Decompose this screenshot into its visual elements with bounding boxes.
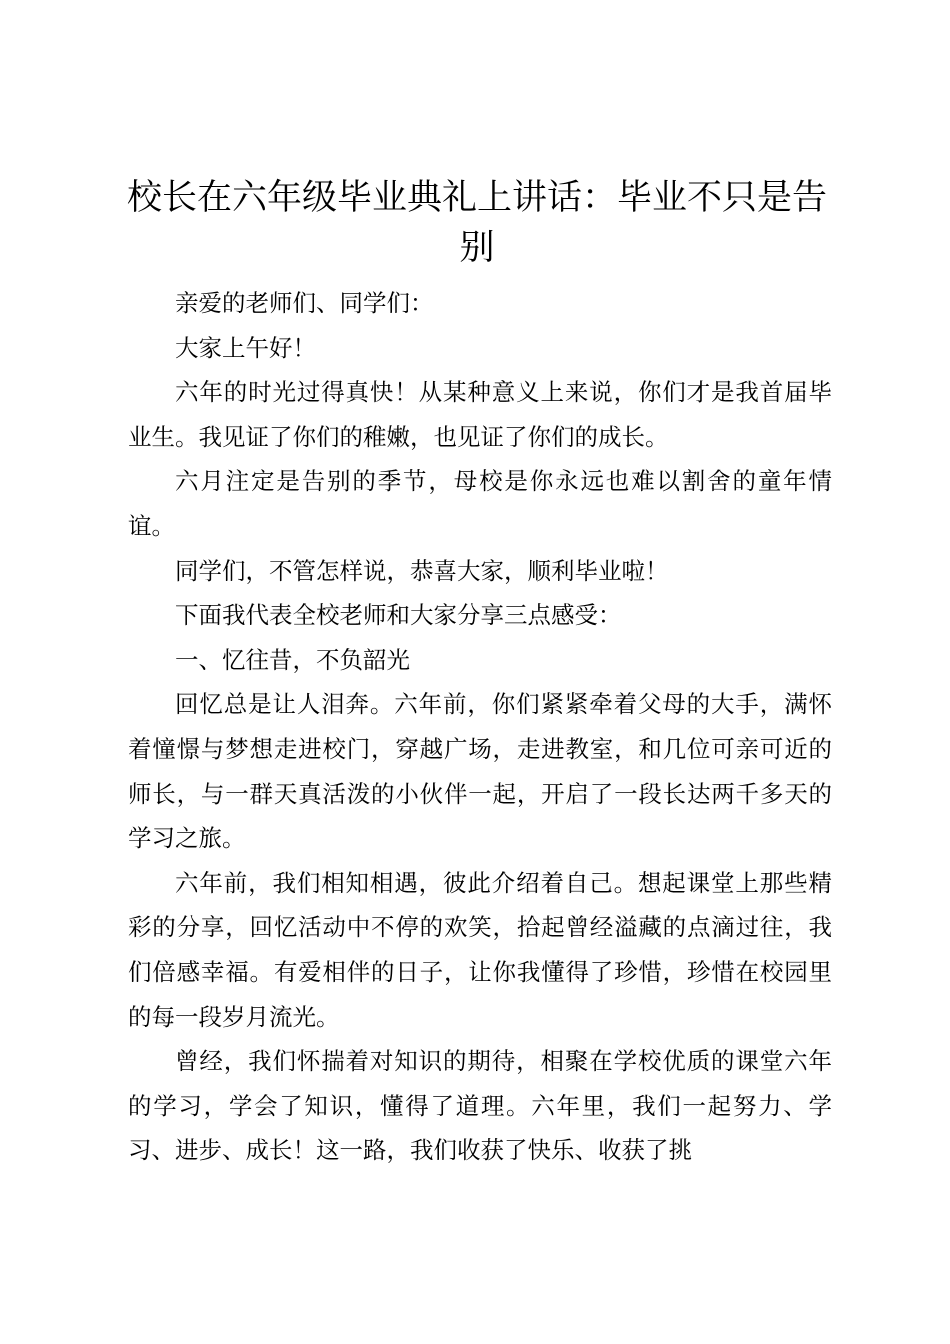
paragraph: 同学们，不管怎样说，恭喜大家，顺利毕业啦！: [175, 556, 669, 585]
paragraph: 回忆总是让人泪奔。六年前，你们紧紧牵着父母的大手，满怀着憧憬与梦想走进校门，穿越广场，走进教室，和几位可亲可近的师长，与一群天真活泼的小伙伴一起，开启了一段长达两千多天的学习之旅。: [128, 690, 832, 853]
paragraph-greeting: 亲爱的老师们、同学们：: [175, 289, 434, 317]
paragraph-good-morning: 大家上午好！: [175, 333, 316, 362]
section-heading: 一、忆往昔，不负韶光: [175, 645, 410, 674]
document-title: 校长在六年级毕业典礼上讲话：毕业不只是告别: [126, 178, 827, 268]
paragraph: 六年的时光过得真快！从某种意义上来说，你们才是我首届毕业生。我见证了你们的稚嫩，也见证了你们的成长。: [128, 378, 832, 451]
paragraph: 下面我代表全校老师和大家分享三点感受：: [175, 601, 622, 630]
paragraph: 六月注定是告别的季节，母校是你永远也难以割舍的童年情谊。: [128, 467, 832, 540]
document-body: [128, 281, 832, 1173]
paragraph: 六年前，我们相知相遇，彼此介绍着自己。想起课堂上那些精彩的分享，回忆活动中不停的欢笑，拾起曾经溢藏的点滴过往，我们倍感幸福。有爱相伴的日子，让你我懂得了珍惜，珍惜在校园里的每一段岁月流光。: [128, 868, 832, 1031]
paragraph: 曾经，我们怀揣着对知识的期待，相聚在学校优质的课堂六年的学习，学会了知识，懂得了道理。六年里，我们一起努力、学习、进步、成长！这一路，我们收获了快乐、收获了挑: [128, 1047, 832, 1165]
